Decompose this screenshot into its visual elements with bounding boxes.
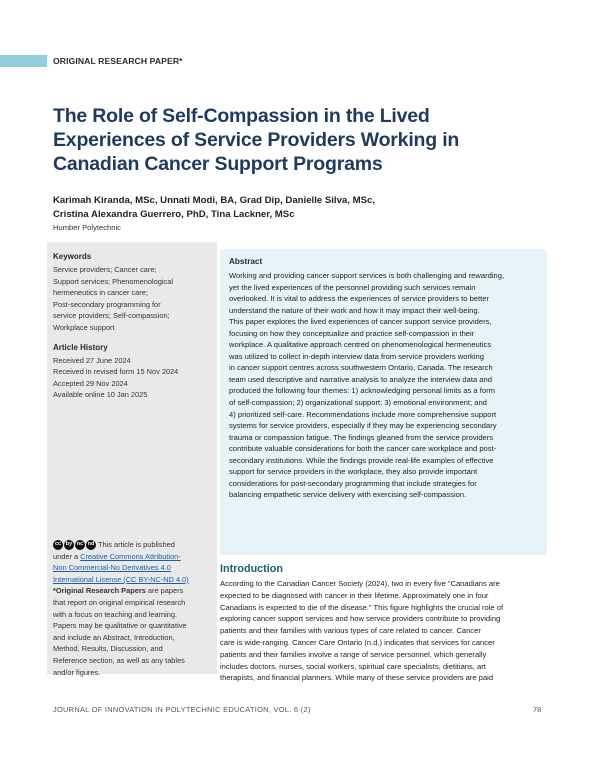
abstract-line: overlooked. It is vital to address the experiences of service providers to better [229,294,490,304]
note-line: Method, Results, Discussion, and [53,644,163,654]
article-history-list [53,355,217,401]
abstract-line: considerations for post-secondary programming that include strategies for [229,478,477,488]
body-line: Canadians is expected to die of the disease.” This figure highlights the crucial role of [220,602,504,612]
keywords-line: service providers; Self-compassion; [53,311,170,321]
license-line [53,574,217,586]
body-line: According to the Canadian Cancer Society (2024), two in every five “Canadians are [220,579,500,588]
by-icon: by [64,540,74,550]
introduction-heading: Introduction [220,563,283,575]
page-number: 78 [533,705,542,714]
abstract-line: focusing on how they conceptualize and practice self-compassion in their [229,328,475,338]
note-heading: *Original Research Papers [53,586,146,596]
history-line: Received in revised form 15 Nov 2024 [53,367,179,377]
license-text: under a [53,551,81,561]
abstract-line: workplace. A qualitative approach centred on phenomenological hermeneutics [229,340,492,350]
license-text: This article is published [98,540,175,549]
article-title [53,104,553,176]
author-line: Cristina Alexandra Guerrero, PhD, Tina Lackner, MSc [53,209,295,220]
abstract-line: trauma or compassion fatigue. The findings gleaned from the service providers [229,432,494,442]
body-line: patients and their families involve a range of service personnel, which generally [220,649,487,659]
cc-license-icons [53,540,96,550]
keywords-line: Service providers; Cancer care; [53,265,157,274]
keywords-line: hermeneutics in cancer care; [53,288,148,298]
author-line: Karimah Kiranda, MSc, Unnati Modi, BA, Grad Dip, Danielle Silva, MSc, [53,195,375,206]
title-line: Experiences of Service Providers Working in [53,129,460,151]
abstract-heading: Abstract [229,257,263,266]
keywords-list [53,264,217,334]
article-history-heading: Article History [53,342,108,352]
cc-icon: cc [53,540,63,550]
abstract-line: produced the following four themes: 1) acknowledging personal limits as a form [229,386,495,396]
abstract-line: in cancer support centres across southwestern Ontario, Canada. The research [229,363,493,373]
body-line: expected to be diagnosed with cancer in their lifetime. Approximately one in four [220,590,489,600]
affiliation: Humber Polytechnic [53,223,121,232]
journal-footer: JOURNAL OF INNOVATION IN POLYTECHNIC EDUCATION, VOL. 6 (2) [53,705,311,714]
abstract-line: was utilized to collect in-depth interview data from service providers working [229,351,484,361]
keywords-heading: Keywords [53,252,92,261]
abstract-line: of self-compassion; 2) organizational support; 3) emotional environment; and [229,398,487,408]
license-link[interactable]: International License (CC BY-NC-ND 4.0) [53,574,189,584]
abstract-line: secondary institutions. While the findings provide real-life examples of effective [229,455,494,465]
history-line: Accepted 29 Nov 2024 [53,378,128,388]
license-line [53,562,217,574]
nc-icon: nc [75,540,85,550]
abstract-line: contribute valuable considerations for both the cancer care workplace and post- [229,444,497,454]
abstract-box [220,249,547,555]
license-line [53,539,217,551]
abstract-line: yet the lived experiences of the personnel providing such services remain [229,282,476,292]
note-line: that report on original empirical research [53,597,186,607]
license-link[interactable]: Non Commercial-No Derivatives 4.0 [53,563,171,573]
history-line: Received 27 June 2024 [53,355,131,365]
note-text: are papers [145,586,184,596]
body-line: includes doctors, nurses, social workers, spiritual care specialists, dietitians, art [220,661,486,671]
body-line: patients and their families with various types of care related to cancer. Cancer [220,626,481,636]
abstract-line: balancing empathetic service delivery with exercising self-compassion. [229,490,467,500]
body-line: exploring cancer support services and how service providers contribute to providing [220,614,501,624]
abstract-line: support for service providers in the workplace, they also provide important [229,467,478,477]
keywords-line: Workplace support [53,322,115,332]
keywords-line: Support services; Phenomenological [53,276,173,286]
body-line: care is wide-ranging. Cancer Care Ontario (n.d.) indicates that services for cancer [220,637,495,647]
abstract-line: This paper explores the lived experiences of cancer support service providers, [229,317,492,327]
title-line: The Role of Self-Compassion in the Lived [53,105,430,127]
license-link[interactable]: Creative Commons Attribution- [80,551,181,561]
introduction-body [220,578,550,684]
abstract-line: Working and providing cancer support services is both challenging and rewarding, [229,271,505,280]
note-line: with a focus on teaching and learning. [53,609,178,619]
abstract-line: understand the nature of their work and how it may impact their well-being. [229,305,480,315]
license-line [53,551,217,563]
keywords-line: Post-secondary programming for [53,299,161,309]
author-list [53,194,375,222]
abstract-line: systems for service providers, especially if they may be experiencing secondary [229,421,497,431]
abstract-line: team used descriptive and narrative analysis to analyze the interview data and [229,374,492,384]
note-line [53,585,217,597]
header-accent-bar [0,55,47,67]
nd-icon: nd [86,540,96,550]
paper-type-label: ORIGINAL RESEARCH PAPER* [53,56,183,66]
article-sidebar [47,242,217,677]
abstract-line: 4) prioritized self-care. Recommendations include more comprehensive support [229,409,497,419]
note-line: Papers may be qualitative or quantitative [53,621,187,631]
title-line: Canadian Cancer Support Programs [53,153,383,175]
note-line: Reference section, as well as any tables [53,655,185,665]
history-line: Available online 10 Jan 2025 [53,390,148,400]
note-line: and include an Abstract, Introduction, [53,632,175,642]
note-line: and/or figures. [53,667,101,677]
body-line: therapists, and financial planners. While many of these service providers are paid [220,673,494,683]
license-block [53,539,217,678]
